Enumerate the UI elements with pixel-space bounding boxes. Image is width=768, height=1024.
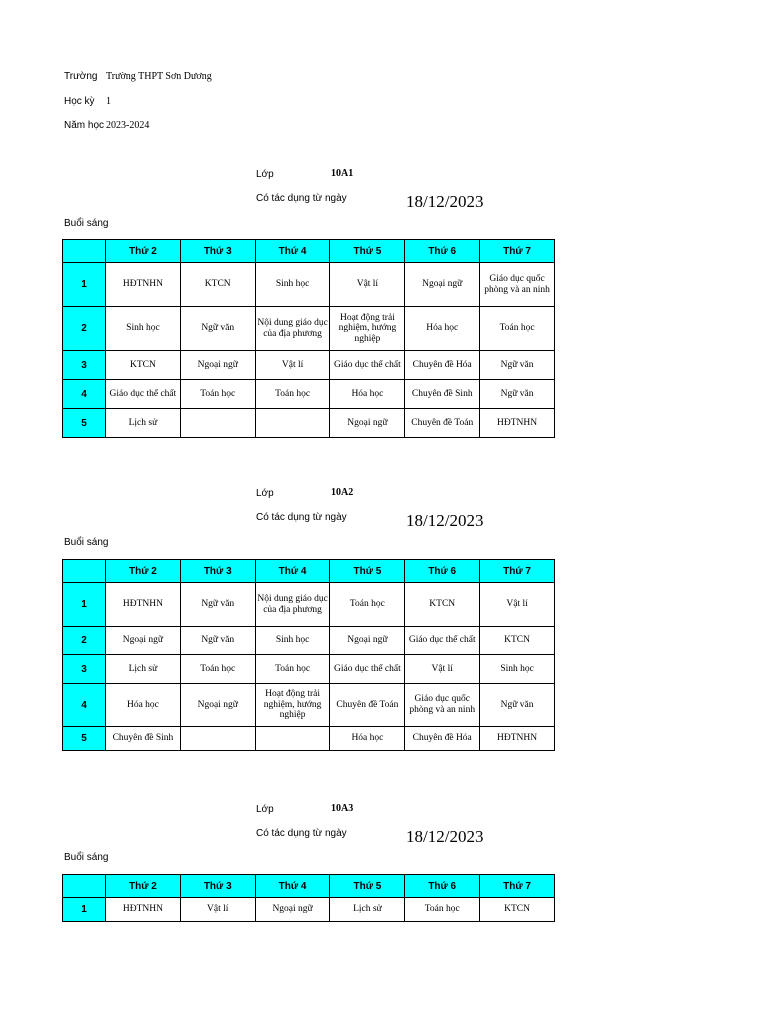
subject-cell: Toán học <box>255 655 330 684</box>
subject-cell: Hóa học <box>330 727 405 751</box>
subject-cell: Vật lí <box>255 351 330 380</box>
subject-cell: Vật lí <box>330 263 405 307</box>
subject-cell: Ngoại ngữ <box>405 263 480 307</box>
school-value: Trường THPT Sơn Dương <box>106 71 212 82</box>
day-header-cell: Thứ 7 <box>480 560 555 583</box>
day-header-cell: Thứ 3 <box>180 560 255 583</box>
subject-cell: Toán học <box>480 307 555 351</box>
day-header-cell: Thứ 5 <box>330 875 405 898</box>
school-label: Trường <box>64 71 98 82</box>
subject-cell: Toán học <box>180 380 255 409</box>
effective-date: 18/12/2023 <box>406 827 484 846</box>
subject-cell: Sinh học <box>480 655 555 684</box>
period-number-cell: 3 <box>63 655 106 684</box>
subject-cell: Toán học <box>405 898 480 922</box>
subject-cell: Chuyên đề Toán <box>330 684 405 727</box>
subject-cell: Chuyên đề Toán <box>405 409 480 438</box>
day-header-cell: Thứ 2 <box>106 560 181 583</box>
period-number-cell: 2 <box>63 307 106 351</box>
session-label: Buổi sáng <box>64 852 109 863</box>
subject-cell: Lịch sử <box>330 898 405 922</box>
day-header-cell: Thứ 6 <box>405 240 480 263</box>
subject-cell: KTCN <box>480 898 555 922</box>
day-header-cell: Thứ 2 <box>106 240 181 263</box>
subject-cell <box>180 727 255 751</box>
subject-cell: Nội dung giáo dục của địa phương <box>255 307 330 351</box>
period-number-cell: 1 <box>63 583 106 627</box>
subject-cell: Toán học <box>180 655 255 684</box>
subject-cell: Ngữ văn <box>180 307 255 351</box>
class-label: Lớp <box>256 804 274 815</box>
period-header-cell <box>63 240 106 263</box>
subject-cell: Ngữ văn <box>480 380 555 409</box>
effective-date-label: Có tác dụng từ ngày <box>256 828 347 839</box>
class-label: Lớp <box>256 488 274 499</box>
subject-cell: KTCN <box>480 627 555 655</box>
effective-date-label: Có tác dụng từ ngày <box>256 193 347 204</box>
subject-cell: Sinh học <box>255 263 330 307</box>
effective-date: 18/12/2023 <box>406 511 484 530</box>
period-number-cell: 1 <box>63 898 106 922</box>
subject-cell: Ngoại ngữ <box>255 898 330 922</box>
table-row <box>63 380 555 409</box>
subject-cell: Sinh học <box>255 627 330 655</box>
subject-cell: KTCN <box>106 351 181 380</box>
subject-cell: Vật lí <box>405 655 480 684</box>
period-number-cell: 2 <box>63 627 106 655</box>
effective-date: 18/12/2023 <box>406 192 484 211</box>
day-header-cell: Thứ 3 <box>180 875 255 898</box>
timetable-header-row <box>63 240 555 263</box>
subject-cell <box>255 409 330 438</box>
subject-cell: Nội dung giáo dục của địa phương <box>255 583 330 627</box>
table-row <box>63 627 555 655</box>
table-row <box>63 583 555 627</box>
subject-cell: KTCN <box>180 263 255 307</box>
class-label: Lớp <box>256 169 274 180</box>
subject-cell: Ngoại ngữ <box>106 627 181 655</box>
class-name: 10A1 <box>331 168 354 179</box>
subject-cell: Hoạt động trải nghiệm, hướng nghiệp <box>255 684 330 727</box>
day-header-cell: Thứ 6 <box>405 875 480 898</box>
timetable-10a3 <box>62 874 555 922</box>
table-row <box>63 655 555 684</box>
day-header-cell: Thứ 7 <box>480 875 555 898</box>
subject-cell: Lịch sử <box>106 655 181 684</box>
subject-cell: Ngữ văn <box>180 583 255 627</box>
subject-cell: HĐTNHN <box>106 898 181 922</box>
subject-cell: KTCN <box>405 583 480 627</box>
period-number-cell: 1 <box>63 263 106 307</box>
day-header-cell: Thứ 4 <box>255 560 330 583</box>
subject-cell: HĐTNHN <box>106 263 181 307</box>
session-label: Buổi sáng <box>64 537 109 548</box>
timetable-10a1 <box>62 239 555 438</box>
subject-cell: Ngoại ngữ <box>330 409 405 438</box>
school-year-value: 2023-2024 <box>106 120 150 131</box>
period-number-cell: 5 <box>63 727 106 751</box>
subject-cell: Hoạt động trải nghiệm, hướng nghiệp <box>330 307 405 351</box>
subject-cell: Giáo dục thể chất <box>106 380 181 409</box>
semester-value: 1 <box>106 96 111 107</box>
subject-cell: Vật lí <box>180 898 255 922</box>
subject-cell: Chuyên đề Sinh <box>106 727 181 751</box>
subject-cell: Chuyên đề Sinh <box>405 380 480 409</box>
period-number-cell: 5 <box>63 409 106 438</box>
school-year-label: Năm học <box>64 120 105 131</box>
class-name: 10A2 <box>331 487 354 498</box>
subject-cell: HĐTNHN <box>480 409 555 438</box>
day-header-cell: Thứ 7 <box>480 240 555 263</box>
subject-cell: Giáo dục thể chất <box>405 627 480 655</box>
table-row <box>63 409 555 438</box>
period-header-cell <box>63 875 106 898</box>
timetable-header-row <box>63 560 555 583</box>
day-header-cell: Thứ 4 <box>255 240 330 263</box>
subject-cell: Chuyên đề Hóa <box>405 351 480 380</box>
subject-cell: Chuyên đề Hóa <box>405 727 480 751</box>
subject-cell: Giáo dục thể chất <box>330 351 405 380</box>
subject-cell <box>180 409 255 438</box>
subject-cell: Sinh học <box>106 307 181 351</box>
subject-cell: Hóa học <box>106 684 181 727</box>
semester-label: Học kỳ <box>64 96 95 107</box>
day-header-cell: Thứ 3 <box>180 240 255 263</box>
timetable-header-row <box>63 875 555 898</box>
subject-cell: Vật lí <box>480 583 555 627</box>
subject-cell: Giáo dục quốc phòng và an ninh <box>480 263 555 307</box>
period-number-cell: 4 <box>63 380 106 409</box>
table-row <box>63 727 555 751</box>
table-row <box>63 307 555 351</box>
timetable-10a2 <box>62 559 555 751</box>
subject-cell: Ngoại ngữ <box>180 351 255 380</box>
subject-cell: Ngữ văn <box>480 351 555 380</box>
subject-cell: Giáo dục quốc phòng và an ninh <box>405 684 480 727</box>
subject-cell: Ngoại ngữ <box>180 684 255 727</box>
effective-date-label: Có tác dụng từ ngày <box>256 512 347 523</box>
session-label: Buổi sáng <box>64 218 109 229</box>
subject-cell <box>255 727 330 751</box>
class-name: 10A3 <box>331 803 354 814</box>
subject-cell: Hóa học <box>405 307 480 351</box>
subject-cell: Hóa học <box>330 380 405 409</box>
table-row <box>63 263 555 307</box>
day-header-cell: Thứ 5 <box>330 560 405 583</box>
table-row <box>63 684 555 727</box>
period-number-cell: 4 <box>63 684 106 727</box>
subject-cell: Ngữ văn <box>480 684 555 727</box>
period-header-cell <box>63 560 106 583</box>
day-header-cell: Thứ 6 <box>405 560 480 583</box>
subject-cell: Lịch sử <box>106 409 181 438</box>
day-header-cell: Thứ 4 <box>255 875 330 898</box>
day-header-cell: Thứ 5 <box>330 240 405 263</box>
subject-cell: Toán học <box>330 583 405 627</box>
subject-cell: Giáo dục thể chất <box>330 655 405 684</box>
day-header-cell: Thứ 2 <box>106 875 181 898</box>
subject-cell: Ngữ văn <box>180 627 255 655</box>
subject-cell: Ngoại ngữ <box>330 627 405 655</box>
subject-cell: HĐTNHN <box>480 727 555 751</box>
period-number-cell: 3 <box>63 351 106 380</box>
table-row <box>63 351 555 380</box>
subject-cell: HĐTNHN <box>106 583 181 627</box>
subject-cell: Toán học <box>255 380 330 409</box>
table-row <box>63 898 555 922</box>
